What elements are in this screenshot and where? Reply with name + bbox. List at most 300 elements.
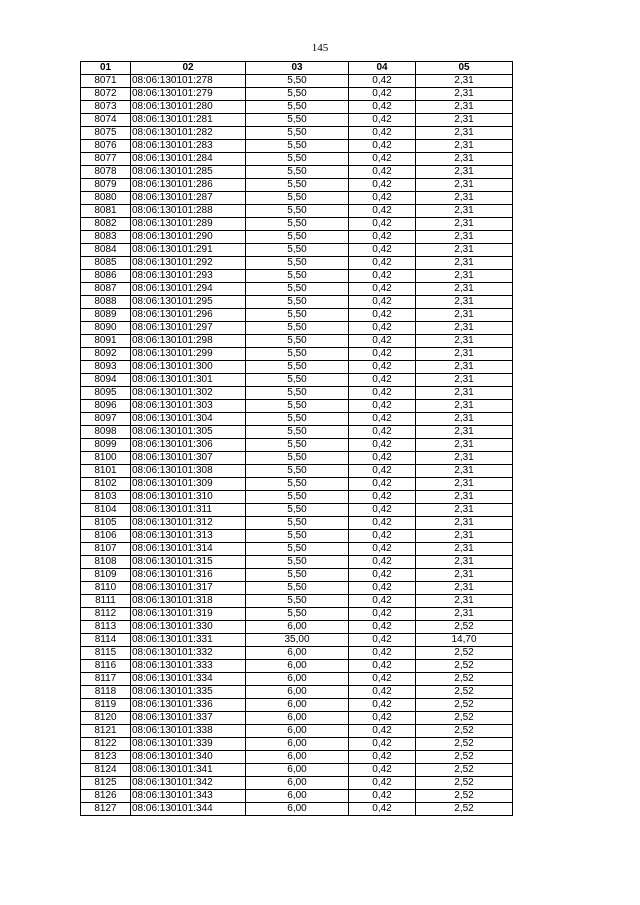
- cell-value-04: 0,42: [349, 699, 416, 712]
- cell-number: 8126: [81, 790, 131, 803]
- table-row: [81, 283, 513, 296]
- table-row: [81, 166, 513, 179]
- cell-value-04: 0,42: [349, 647, 416, 660]
- cell-value-03: 5,50: [246, 569, 349, 582]
- cell-value-04: 0,42: [349, 686, 416, 699]
- cell-value-03: 5,50: [246, 608, 349, 621]
- cell-cadastral-id: 08:06:130101:299: [131, 348, 246, 361]
- cell-value-03: 6,00: [246, 686, 349, 699]
- cell-number: 8085: [81, 257, 131, 270]
- cell-cadastral-id: 08:06:130101:287: [131, 192, 246, 205]
- cell-value-03: 5,50: [246, 465, 349, 478]
- cell-value-03: 5,50: [246, 413, 349, 426]
- cell-value-05: 2,31: [416, 192, 513, 205]
- table-row: [81, 127, 513, 140]
- cell-number: 8080: [81, 192, 131, 205]
- cell-number: 8112: [81, 608, 131, 621]
- cell-value-03: 6,00: [246, 764, 349, 777]
- table-row: [81, 751, 513, 764]
- cell-value-05: 2,31: [416, 153, 513, 166]
- cell-number: 8076: [81, 140, 131, 153]
- cell-value-04: 0,42: [349, 88, 416, 101]
- cell-value-05: 2,31: [416, 361, 513, 374]
- cell-value-03: 5,50: [246, 452, 349, 465]
- cell-number: 8098: [81, 426, 131, 439]
- cell-value-05: 2,31: [416, 517, 513, 530]
- table-row: [81, 556, 513, 569]
- cell-value-05: 2,52: [416, 647, 513, 660]
- cell-value-04: 0,42: [349, 296, 416, 309]
- cell-value-04: 0,42: [349, 491, 416, 504]
- cell-cadastral-id: 08:06:130101:283: [131, 140, 246, 153]
- cell-value-05: 2,31: [416, 231, 513, 244]
- cell-value-03: 5,50: [246, 556, 349, 569]
- table-row: [81, 764, 513, 777]
- cell-number: 8106: [81, 530, 131, 543]
- cell-value-05: 2,52: [416, 751, 513, 764]
- table-row: [81, 491, 513, 504]
- cell-value-04: 0,42: [349, 569, 416, 582]
- cell-value-05: 2,31: [416, 309, 513, 322]
- cell-cadastral-id: 08:06:130101:342: [131, 777, 246, 790]
- cell-value-04: 0,42: [349, 413, 416, 426]
- cell-value-03: 5,50: [246, 530, 349, 543]
- cell-number: 8096: [81, 400, 131, 413]
- cell-number: 8087: [81, 283, 131, 296]
- cell-value-04: 0,42: [349, 478, 416, 491]
- cell-value-05: 2,31: [416, 101, 513, 114]
- cell-number: 8125: [81, 777, 131, 790]
- cell-value-03: 5,50: [246, 140, 349, 153]
- cell-cadastral-id: 08:06:130101:291: [131, 244, 246, 257]
- cell-value-04: 0,42: [349, 738, 416, 751]
- cell-number: 8103: [81, 491, 131, 504]
- cell-value-04: 0,42: [349, 127, 416, 140]
- cell-value-05: 2,31: [416, 426, 513, 439]
- cell-value-04: 0,42: [349, 582, 416, 595]
- table-row: [81, 296, 513, 309]
- table-row: [81, 530, 513, 543]
- cell-value-03: 5,50: [246, 166, 349, 179]
- cell-value-05: 2,31: [416, 595, 513, 608]
- cell-cadastral-id: 08:06:130101:303: [131, 400, 246, 413]
- cell-cadastral-id: 08:06:130101:312: [131, 517, 246, 530]
- table-row: [81, 634, 513, 647]
- cell-value-05: 2,31: [416, 296, 513, 309]
- cell-number: 8092: [81, 348, 131, 361]
- cell-value-04: 0,42: [349, 348, 416, 361]
- cell-number: 8107: [81, 543, 131, 556]
- cell-cadastral-id: 08:06:130101:304: [131, 413, 246, 426]
- cell-value-03: 5,50: [246, 270, 349, 283]
- cell-cadastral-id: 08:06:130101:344: [131, 803, 246, 816]
- header-col-04: 04: [349, 62, 416, 75]
- cell-value-03: 5,50: [246, 374, 349, 387]
- cell-value-05: 2,31: [416, 374, 513, 387]
- cell-value-04: 0,42: [349, 374, 416, 387]
- cell-number: 8078: [81, 166, 131, 179]
- cell-value-04: 0,42: [349, 244, 416, 257]
- cell-number: 8097: [81, 413, 131, 426]
- cell-cadastral-id: 08:06:130101:309: [131, 478, 246, 491]
- cell-value-05: 2,31: [416, 205, 513, 218]
- cell-value-04: 0,42: [349, 426, 416, 439]
- cell-number: 8099: [81, 439, 131, 452]
- table-row: [81, 231, 513, 244]
- cell-value-03: 5,50: [246, 296, 349, 309]
- table-row: [81, 673, 513, 686]
- cell-value-05: 2,31: [416, 582, 513, 595]
- cell-value-05: 2,31: [416, 140, 513, 153]
- cell-value-05: 2,31: [416, 504, 513, 517]
- cell-value-04: 0,42: [349, 764, 416, 777]
- cell-number: 8094: [81, 374, 131, 387]
- cell-value-04: 0,42: [349, 387, 416, 400]
- table-row: [81, 738, 513, 751]
- cell-value-04: 0,42: [349, 673, 416, 686]
- cell-value-03: 5,50: [246, 205, 349, 218]
- cell-value-04: 0,42: [349, 114, 416, 127]
- cell-value-05: 2,31: [416, 114, 513, 127]
- cell-value-05: 2,31: [416, 400, 513, 413]
- cell-number: 8090: [81, 322, 131, 335]
- cell-value-05: 2,52: [416, 660, 513, 673]
- table-row: [81, 621, 513, 634]
- cell-value-05: 2,31: [416, 257, 513, 270]
- cell-value-05: 2,31: [416, 556, 513, 569]
- cell-cadastral-id: 08:06:130101:292: [131, 257, 246, 270]
- cell-cadastral-id: 08:06:130101:295: [131, 296, 246, 309]
- cell-value-03: 5,50: [246, 244, 349, 257]
- cell-value-03: 5,50: [246, 231, 349, 244]
- cell-cadastral-id: 08:06:130101:334: [131, 673, 246, 686]
- table-row: [81, 504, 513, 517]
- cell-value-04: 0,42: [349, 335, 416, 348]
- cell-value-05: 2,31: [416, 348, 513, 361]
- cell-value-03: 5,50: [246, 517, 349, 530]
- cell-value-03: 6,00: [246, 621, 349, 634]
- cell-value-04: 0,42: [349, 75, 416, 88]
- table-row: [81, 478, 513, 491]
- cell-number: 8093: [81, 361, 131, 374]
- cell-value-03: 5,50: [246, 439, 349, 452]
- page-number: 145: [311, 42, 329, 54]
- cell-value-05: 2,31: [416, 218, 513, 231]
- cell-value-04: 0,42: [349, 270, 416, 283]
- cell-cadastral-id: 08:06:130101:317: [131, 582, 246, 595]
- cell-number: 8101: [81, 465, 131, 478]
- cell-value-04: 0,42: [349, 465, 416, 478]
- cell-number: 8109: [81, 569, 131, 582]
- cell-number: 8089: [81, 309, 131, 322]
- data-table: [80, 61, 513, 816]
- cell-value-05: 2,31: [416, 439, 513, 452]
- cell-cadastral-id: 08:06:130101:341: [131, 764, 246, 777]
- cell-value-03: 6,00: [246, 790, 349, 803]
- cell-cadastral-id: 08:06:130101:284: [131, 153, 246, 166]
- table-row: [81, 465, 513, 478]
- cell-value-04: 0,42: [349, 517, 416, 530]
- cell-cadastral-id: 08:06:130101:285: [131, 166, 246, 179]
- cell-value-03: 5,50: [246, 127, 349, 140]
- cell-value-03: 5,50: [246, 504, 349, 517]
- cell-number: 8081: [81, 205, 131, 218]
- cell-cadastral-id: 08:06:130101:278: [131, 75, 246, 88]
- cell-value-05: 2,52: [416, 725, 513, 738]
- cell-value-03: 5,50: [246, 335, 349, 348]
- cell-number: 8122: [81, 738, 131, 751]
- cell-number: 8088: [81, 296, 131, 309]
- cell-cadastral-id: 08:06:130101:293: [131, 270, 246, 283]
- cell-value-03: 5,50: [246, 114, 349, 127]
- cell-value-03: 6,00: [246, 777, 349, 790]
- cell-cadastral-id: 08:06:130101:333: [131, 660, 246, 673]
- cell-cadastral-id: 08:06:130101:281: [131, 114, 246, 127]
- cell-value-03: 6,00: [246, 699, 349, 712]
- cell-value-03: 6,00: [246, 647, 349, 660]
- cell-value-04: 0,42: [349, 309, 416, 322]
- cell-cadastral-id: 08:06:130101:316: [131, 569, 246, 582]
- cell-cadastral-id: 08:06:130101:340: [131, 751, 246, 764]
- cell-value-05: 2,52: [416, 621, 513, 634]
- cell-cadastral-id: 08:06:130101:311: [131, 504, 246, 517]
- cell-cadastral-id: 08:06:130101:339: [131, 738, 246, 751]
- cell-value-04: 0,42: [349, 192, 416, 205]
- header-col-03: 03: [246, 62, 349, 75]
- cell-value-04: 0,42: [349, 751, 416, 764]
- cell-value-03: 6,00: [246, 712, 349, 725]
- cell-value-05: 2,31: [416, 530, 513, 543]
- cell-value-03: 5,50: [246, 75, 349, 88]
- cell-value-04: 0,42: [349, 608, 416, 621]
- cell-number: 8073: [81, 101, 131, 114]
- cell-value-05: 14,70: [416, 634, 513, 647]
- cell-value-05: 2,31: [416, 478, 513, 491]
- table-row: [81, 387, 513, 400]
- cell-number: 8123: [81, 751, 131, 764]
- cell-number: 8075: [81, 127, 131, 140]
- cell-cadastral-id: 08:06:130101:332: [131, 647, 246, 660]
- cell-value-03: 5,50: [246, 426, 349, 439]
- cell-cadastral-id: 08:06:130101:337: [131, 712, 246, 725]
- table-row: [81, 244, 513, 257]
- table-row: [81, 647, 513, 660]
- table-row: [81, 192, 513, 205]
- cell-number: 8104: [81, 504, 131, 517]
- cell-value-05: 2,31: [416, 283, 513, 296]
- cell-cadastral-id: 08:06:130101:279: [131, 88, 246, 101]
- cell-value-03: 5,50: [246, 153, 349, 166]
- cell-value-03: 5,50: [246, 257, 349, 270]
- cell-value-03: 35,00: [246, 634, 349, 647]
- cell-value-04: 0,42: [349, 439, 416, 452]
- cell-value-04: 0,42: [349, 803, 416, 816]
- cell-value-03: 5,50: [246, 322, 349, 335]
- cell-cadastral-id: 08:06:130101:319: [131, 608, 246, 621]
- cell-number: 8074: [81, 114, 131, 127]
- cell-number: 8116: [81, 660, 131, 673]
- table-row: [81, 374, 513, 387]
- cell-cadastral-id: 08:06:130101:282: [131, 127, 246, 140]
- cell-value-04: 0,42: [349, 361, 416, 374]
- cell-value-05: 2,31: [416, 335, 513, 348]
- cell-value-03: 5,50: [246, 101, 349, 114]
- cell-number: 8077: [81, 153, 131, 166]
- cell-number: 8114: [81, 634, 131, 647]
- cell-number: 8100: [81, 452, 131, 465]
- cell-cadastral-id: 08:06:130101:307: [131, 452, 246, 465]
- cell-value-04: 0,42: [349, 595, 416, 608]
- cell-number: 8124: [81, 764, 131, 777]
- cell-value-05: 2,31: [416, 491, 513, 504]
- table-body: [81, 75, 513, 816]
- cell-value-05: 2,52: [416, 777, 513, 790]
- cell-cadastral-id: 08:06:130101:297: [131, 322, 246, 335]
- cell-cadastral-id: 08:06:130101:310: [131, 491, 246, 504]
- cell-value-04: 0,42: [349, 660, 416, 673]
- cell-cadastral-id: 08:06:130101:335: [131, 686, 246, 699]
- table-row: [81, 790, 513, 803]
- cell-cadastral-id: 08:06:130101:313: [131, 530, 246, 543]
- cell-cadastral-id: 08:06:130101:338: [131, 725, 246, 738]
- table-row: [81, 270, 513, 283]
- cell-value-03: 5,50: [246, 218, 349, 231]
- cell-value-05: 2,52: [416, 699, 513, 712]
- header-row: [81, 62, 513, 75]
- cell-value-05: 2,31: [416, 322, 513, 335]
- header-col-05: 05: [416, 62, 513, 75]
- table-row: [81, 686, 513, 699]
- table-row: [81, 88, 513, 101]
- cell-number: 8119: [81, 699, 131, 712]
- cell-value-04: 0,42: [349, 634, 416, 647]
- cell-cadastral-id: 08:06:130101:308: [131, 465, 246, 478]
- cell-value-05: 2,31: [416, 387, 513, 400]
- cell-number: 8102: [81, 478, 131, 491]
- cell-value-04: 0,42: [349, 400, 416, 413]
- table-row: [81, 361, 513, 374]
- cell-value-03: 6,00: [246, 660, 349, 673]
- table-row: [81, 179, 513, 192]
- cell-number: 8108: [81, 556, 131, 569]
- table-row: [81, 335, 513, 348]
- cell-value-05: 2,52: [416, 790, 513, 803]
- cell-value-04: 0,42: [349, 530, 416, 543]
- cell-value-04: 0,42: [349, 140, 416, 153]
- table-row: [81, 114, 513, 127]
- cell-value-05: 2,52: [416, 764, 513, 777]
- cell-number: 8118: [81, 686, 131, 699]
- cell-value-03: 5,50: [246, 361, 349, 374]
- table-row: [81, 543, 513, 556]
- cell-value-03: 6,00: [246, 738, 349, 751]
- cell-value-05: 2,31: [416, 569, 513, 582]
- cell-cadastral-id: 08:06:130101:306: [131, 439, 246, 452]
- table-row: [81, 257, 513, 270]
- table-row: [81, 803, 513, 816]
- cell-value-05: 2,31: [416, 608, 513, 621]
- table-row: [81, 426, 513, 439]
- table-row: [81, 725, 513, 738]
- cell-value-03: 6,00: [246, 803, 349, 816]
- header-col-02: 02: [131, 62, 246, 75]
- table-row: [81, 777, 513, 790]
- cell-value-04: 0,42: [349, 218, 416, 231]
- table-row: [81, 101, 513, 114]
- cell-value-05: 2,31: [416, 179, 513, 192]
- cell-cadastral-id: 08:06:130101:300: [131, 361, 246, 374]
- table-header: [81, 62, 513, 75]
- cell-number: 8072: [81, 88, 131, 101]
- cell-number: 8120: [81, 712, 131, 725]
- cell-value-04: 0,42: [349, 153, 416, 166]
- cell-number: 8127: [81, 803, 131, 816]
- table-row: [81, 218, 513, 231]
- cell-value-05: 2,52: [416, 686, 513, 699]
- cell-cadastral-id: 08:06:130101:314: [131, 543, 246, 556]
- table-row: [81, 452, 513, 465]
- cell-cadastral-id: 08:06:130101:331: [131, 634, 246, 647]
- cell-value-03: 5,50: [246, 595, 349, 608]
- cell-value-05: 2,31: [416, 465, 513, 478]
- table-row: [81, 712, 513, 725]
- cell-number: 8113: [81, 621, 131, 634]
- cell-value-05: 2,31: [416, 166, 513, 179]
- cell-number: 8115: [81, 647, 131, 660]
- cell-value-05: 2,31: [416, 452, 513, 465]
- cell-value-03: 5,50: [246, 88, 349, 101]
- cell-number: 8111: [81, 595, 131, 608]
- table-row: [81, 569, 513, 582]
- header-col-01: 01: [81, 62, 131, 75]
- cell-value-04: 0,42: [349, 556, 416, 569]
- cell-value-04: 0,42: [349, 179, 416, 192]
- table-row: [81, 153, 513, 166]
- cell-cadastral-id: 08:06:130101:289: [131, 218, 246, 231]
- cell-cadastral-id: 08:06:130101:290: [131, 231, 246, 244]
- cell-value-03: 5,50: [246, 283, 349, 296]
- cell-number: 8105: [81, 517, 131, 530]
- table-row: [81, 699, 513, 712]
- cell-cadastral-id: 08:06:130101:294: [131, 283, 246, 296]
- table-row: [81, 413, 513, 426]
- cell-value-04: 0,42: [349, 712, 416, 725]
- cell-value-04: 0,42: [349, 452, 416, 465]
- cell-value-05: 2,52: [416, 738, 513, 751]
- table-row: [81, 660, 513, 673]
- cell-value-05: 2,31: [416, 244, 513, 257]
- cell-cadastral-id: 08:06:130101:296: [131, 309, 246, 322]
- cell-cadastral-id: 08:06:130101:298: [131, 335, 246, 348]
- table-row: [81, 517, 513, 530]
- cell-cadastral-id: 08:06:130101:302: [131, 387, 246, 400]
- cell-cadastral-id: 08:06:130101:301: [131, 374, 246, 387]
- cell-value-03: 5,50: [246, 192, 349, 205]
- table-row: [81, 582, 513, 595]
- cell-value-04: 0,42: [349, 257, 416, 270]
- cell-value-04: 0,42: [349, 101, 416, 114]
- cell-value-05: 2,31: [416, 543, 513, 556]
- cell-number: 8079: [81, 179, 131, 192]
- cell-number: 8086: [81, 270, 131, 283]
- cell-cadastral-id: 08:06:130101:280: [131, 101, 246, 114]
- cell-cadastral-id: 08:06:130101:305: [131, 426, 246, 439]
- cell-number: 8084: [81, 244, 131, 257]
- table-row: [81, 205, 513, 218]
- cell-value-04: 0,42: [349, 504, 416, 517]
- cell-value-03: 5,50: [246, 543, 349, 556]
- cell-value-03: 5,50: [246, 179, 349, 192]
